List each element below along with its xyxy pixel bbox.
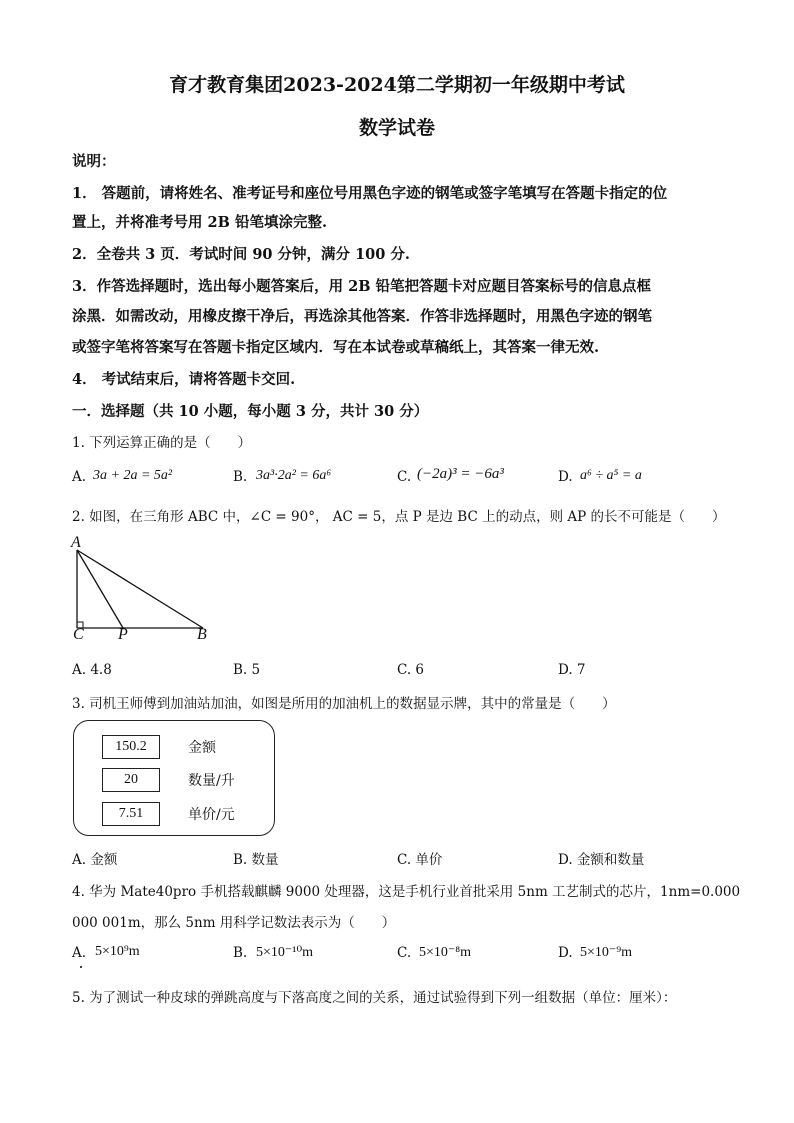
q2-option-d: D. 7 [558, 662, 586, 678]
amount-label: 金额 [188, 740, 216, 756]
page-title: 育才教育集团2023-2024第二学期初一年级期中考试 [169, 74, 625, 96]
q1-option-a-label: A. [72, 469, 87, 485]
q2-stem: 2. 如图，在三角形 ABC 中，∠C = 90°， AC = 5，点 P 是边 BC 上的动点，则 AP 的长不可能是（ ） [72, 509, 726, 525]
price-label: 单价/元 [188, 807, 235, 823]
page-subtitle: 数学试卷 [358, 117, 435, 139]
q4-stem-line-2: 000 001m，那么 5nm 用科学记数法表示为（ ） [72, 915, 396, 931]
q2-label-p: P [118, 626, 128, 643]
q4-option-d-label: D. [558, 945, 573, 961]
q2-label-b: B [197, 626, 207, 643]
instruction-1-line-2: 置上，并将准考号用 2B 铅笔填涂完整. [72, 214, 327, 231]
q1-option-d-label: D. [558, 469, 573, 485]
q1-option-c-formula: (−2a)³ = −6a³ [417, 466, 504, 482]
q2-option-b: B. 5 [233, 662, 261, 678]
q4-option-b-label: B. [233, 945, 248, 961]
q3-stem: 3. 司机王师傅到加油站加油，如图是所用的加油机上的数据显示牌，其中的常量是（ ） [72, 696, 616, 712]
amount-value-box: 150.2 [102, 735, 160, 759]
segment-ap [77, 550, 123, 628]
q1-option-c-label: C. [397, 469, 412, 485]
q2-triangle-figure [70, 540, 210, 650]
instruction-3-line-2: 涂黑．如需改动，用橡皮擦干净后，再选涂其他答案．作答非选择题时，用黑色字迹的钢笔 [72, 308, 652, 325]
q4-option-a-value: 5×10⁹m [95, 944, 140, 959]
instruction-3-line-3: 或签字笔将答案写在答题卡指定区域内．写在本试卷或草稿纸上，其答案一律无效. [72, 339, 600, 356]
q4-option-c-label: C. [397, 945, 412, 961]
q2-option-a: A. 4.8 [72, 662, 112, 678]
instructions-heading: 说明： [72, 153, 116, 170]
side-ab [77, 550, 203, 628]
instruction-2: 2．全卷共 3 页．考试时间 90 分钟，满分 100 分. [72, 246, 410, 263]
q3-option-c: C. 单价 [397, 852, 443, 868]
q1-stem: 1. 下列运算正确的是（ ） [72, 435, 252, 451]
q4-option-b-value: 5×10⁻¹⁰m [256, 945, 313, 960]
q4-option-a-label: A. [72, 945, 87, 961]
instruction-1-line-1: 1． 答题前，请将姓名、准考证号和座位号用黑色字迹的钢笔或签字笔填写在答题卡指定的位 [72, 185, 668, 202]
q4-stem-line-1: 4. 华为 Mate40pro 手机搭载麒麟 9000 处理器，这是手机行业首批采用 5nm 工艺制式的芯片，1nm=0.000 [72, 884, 741, 900]
q4-option-c-value: 5×10⁻⁸m [419, 945, 472, 960]
section-1-heading: 一．选择题（共 10 小题，每小题 3 分，共计 30 分） [72, 403, 429, 420]
q2-option-c: C. 6 [397, 662, 425, 678]
q4-option-d-value: 5×10⁻⁹m [580, 945, 633, 960]
q1-option-b-label: B. [233, 469, 248, 485]
instruction-3-line-1: 3．作答选择题时，选出每小题答案后，用 2B 铅笔把答题卡对应题目答案标号的信息点框 [72, 278, 652, 295]
quantity-label: 数量/升 [188, 773, 235, 789]
stray-dot [80, 966, 82, 968]
instruction-4: 4． 考试结束后，请将答题卡交回. [72, 371, 296, 388]
q1-option-b-formula: 3a³·2a² = 6a⁶ [256, 468, 332, 483]
q5-stem: 5. 为了测试一种皮球的弹跳高度与下落高度之间的关系，通过试验得到下列一组数据（单位：厘米）： [72, 990, 677, 1006]
price-value-box: 7.51 [102, 802, 160, 826]
q3-option-a: A. 金额 [72, 852, 118, 868]
q3-option-b: B. 数量 [233, 852, 279, 868]
quantity-value-box: 20 [102, 768, 160, 792]
q3-option-d: D. 金额和数量 [558, 852, 645, 868]
q1-option-d-formula: a⁶ ÷ a⁵ = a [580, 468, 642, 483]
fuel-pump-display [73, 720, 275, 836]
q2-label-a: A [71, 534, 81, 551]
q2-label-c: C [73, 626, 84, 643]
q1-option-a-formula: 3a + 2a = 5a² [93, 468, 173, 483]
